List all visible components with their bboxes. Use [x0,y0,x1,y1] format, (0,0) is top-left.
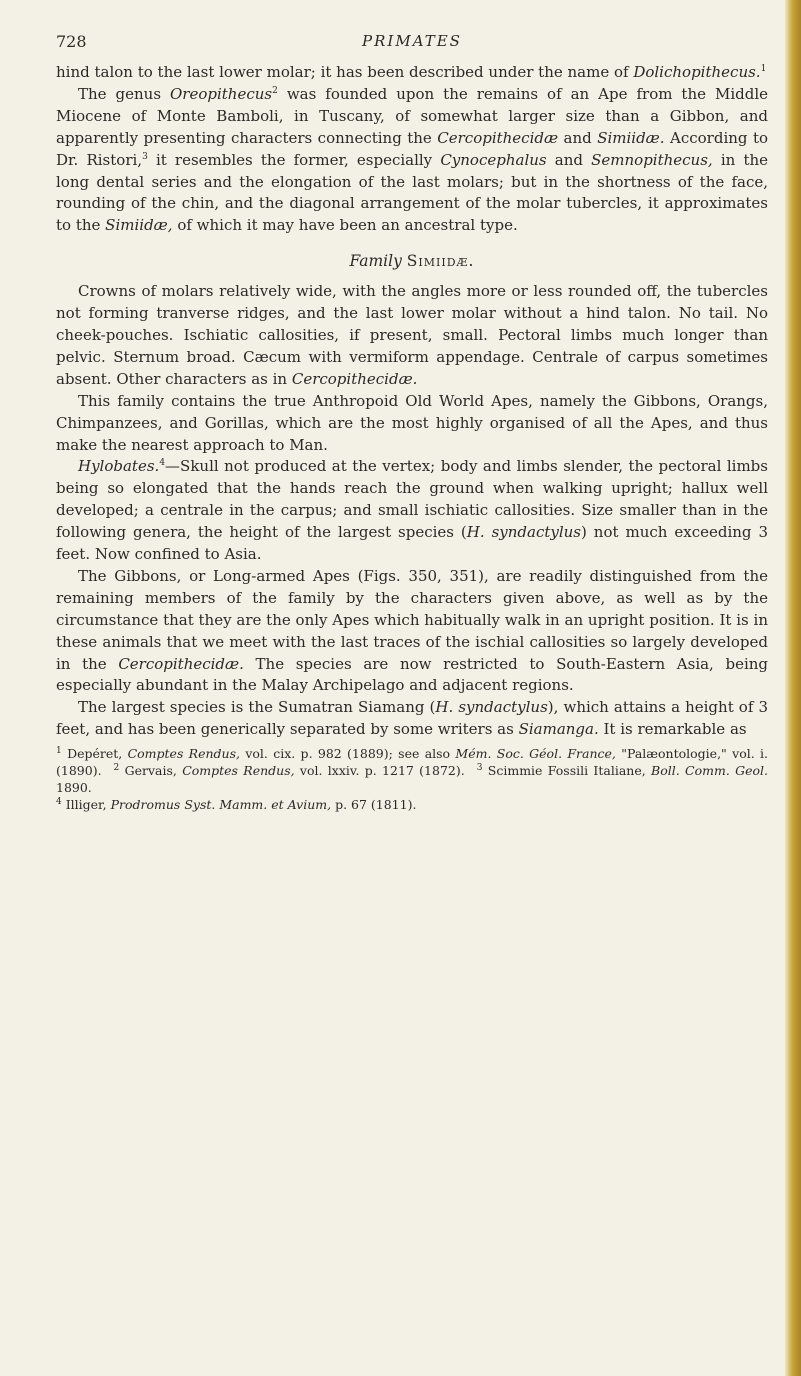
family-name: Cercopithecidæ [437,128,559,147]
footnotes [56,745,768,813]
paragraph-2: The genus Oreopithecus$^2$ was founded upon the remains of an Ape from the Middle Miocene of Monte Bamboli, in Tuscany, of somewhat larger size than a Gibbon, and apparently presenting characters connecting the Cercopithecidæ and Simiidæ. According to Dr. Ristori,$^3$ it resembles the former, especially Cynocephalus and Semnopithecus, in the long dental series and the elongation of the last molars; but in the shortness of the face, rounding of the chin, and the diagonal arrangement of the molar tubercles, it approximates to the Simiidæ, of which it may have been an ancestral type. [56,84,769,235]
genus-name: Hylobates. [78,457,160,476]
paragraph-hylobates: Hylobates.$^4$—Skull not produced at the vertex; body and limbs slender, the pectoral limbs being so elongated that the hands reach the ground when walking upright; hallux well developed; a centrale in the carpus; and small ischiatic callosities. Size smaller than in the following genera, the height of the largest species (H. syndactylus) not much exceeding 3 feet. Now confined to Asia. [56,457,768,564]
paragraph-siamang: The largest species is the Sumatran Siamang (H. syndactylus), which attains a height of 3 feet, and has been generically separated by some writers as Siamanga. It is remarkable as [56,698,769,739]
footnote-ref: 3 [142,151,148,162]
footnote-ref: 2 [272,85,278,96]
footnote-ref: 4 [159,458,166,469]
paragraph-1: hind talon to the last lower molar; it has been described under the name of Dolichopithecus.$^1$ [56,63,767,81]
page-number: 728 [56,32,87,51]
footnote-number: 4 [56,797,62,808]
genus-name: Dolichopithecus. [633,63,761,81]
footnote-row: $^4$ Illiger, Prodromus Syst. Mamm. et Avium, p. 67 (1811). [56,797,417,813]
paragraph-gibbons: The Gibbons, or Long-armed Apes (Figs. 350, 351), are readily distinguished from the remaining members of the family by the characters given above, as well as by the circumstance that they are the only Apes which habitually walk in an upright position. It is in these animals that we meet with the last traces of the ischial callosities so largely developed in the Cercopithecidæ. The species are now restricted to South-Eastern Asia, being especially abundant in the Malay Archipelago and adjacent regions. [56,566,769,695]
species-name: H. syndactylus [435,698,548,717]
family-diagnosis: Crowns of molars relatively wide, with the angles more or less rounded off, the tubercles not forming tranverse ridges, and the last lower molar without a hind talon. No tail. No cheek-pouches. Ischiatic callosities, if present, small. Pectoral limbs much longer than pelvic. Sternum broad. Cæcum with vermiform appendage. Centrale of carpus sometimes absent. Other characters as in Cercopithecidæ. [56,282,768,388]
family-name: Cercopithecidæ. [291,369,418,388]
page-content [56,22,768,813]
footnote-number: 1 [56,746,62,757]
genus-name: Semnopithecus, [591,150,713,169]
family-heading-name: Simiidæ. [406,252,475,271]
section-heading: Family Simiidæ. [349,252,475,271]
family-name: Cercopithecidæ. [118,654,244,673]
body-text [56,62,768,741]
footnote-ref: 1 [760,64,767,74]
page-header [56,22,768,62]
running-title: PRIMATES [362,32,462,50]
genus-name: Cynocephalus [440,150,547,169]
footnote-number: 2 [113,763,120,774]
page-edge [785,0,801,1376]
family-name: Simiidæ. [597,128,665,147]
species-name: H. syndactylus [466,523,582,542]
genus-name: Oreopithecus [170,84,273,103]
footnote-number: 3 [476,763,483,774]
genus-name: Siamanga. [518,720,599,739]
family-name: Simiidæ, [105,216,173,235]
paragraph-family-contents: This family contains the true Anthropoid Old World Apes, namely the Gibbons, Orangs, Chimpanzees, and Gorillas, which are the most highly organised of all the Apes, and thus make the nearest approach to Man. [56,391,768,454]
footnote-row: $^1$ Depéret, Comptes Rendus, vol. cix. p. 982 (1889); see also Mém. Soc. Géol. France, "Palæontologie," vol. i. (1890). $^2$ Gervais, Comptes Rendus, vol. lxxiv. p. 1217 (1872). $^3$ Scimmie Fossili Italiane, Boll. Comm. Geol. 1890. [56,746,768,796]
